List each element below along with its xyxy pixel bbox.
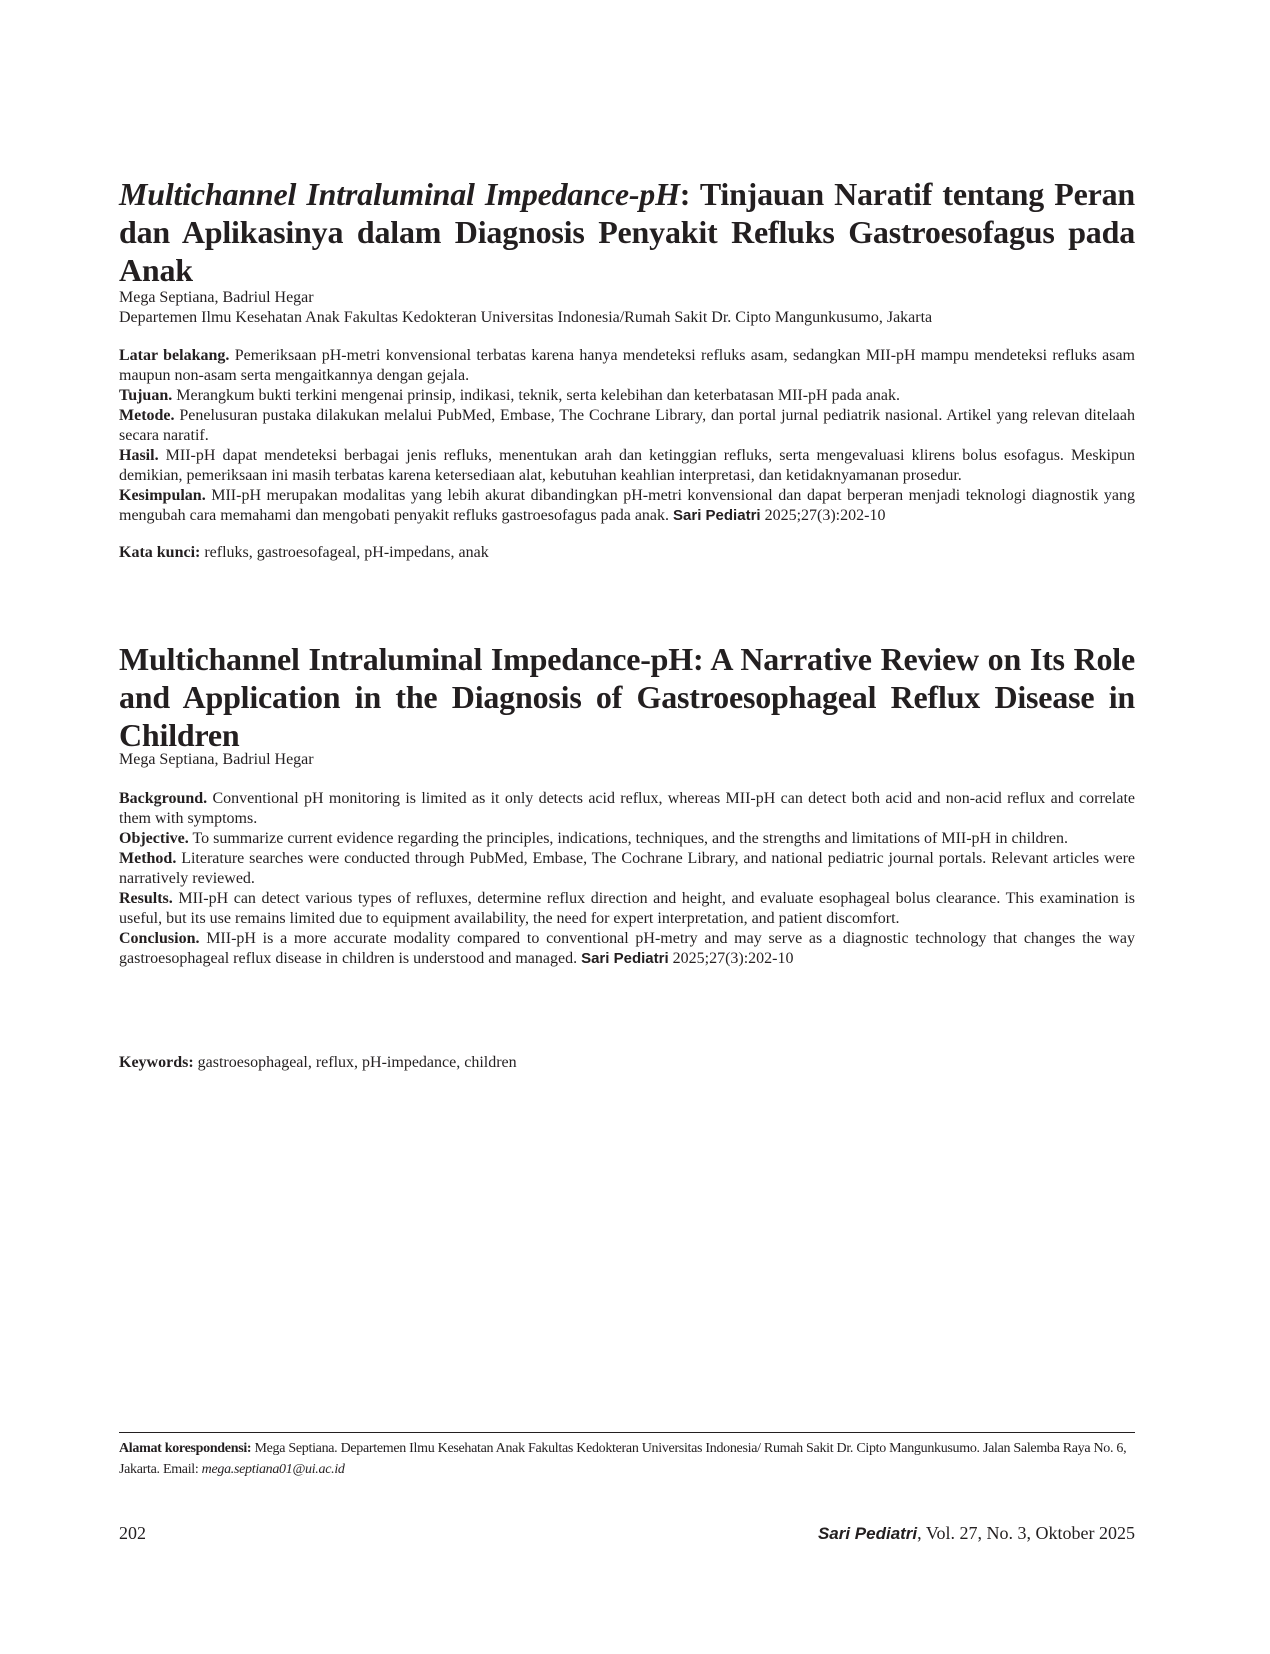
english-abstract <box>119 789 1135 969</box>
keywords-label: Keywords: <box>119 1054 194 1071</box>
abstract-section-results-id <box>119 446 1135 486</box>
citation: 2025;27(3):202-10 <box>668 950 794 967</box>
english-authors: Mega Septiana, Badriul Hegar <box>119 751 314 768</box>
abstract-section-method-id <box>119 406 1135 446</box>
section-text: MII-pH dapat mendeteksi berbagai jenis refluks, menentukan arah dan ketinggian refluks, serta mengevaluasi klirens bolus esofagus. Meskipun demikian, pemeriksaan ini masih terbatas karena ketersediaan alat, kebutuhan keahlian interpretasi, dan ketidaknyamanan prosedur. <box>119 447 1135 484</box>
section-text: MII-pH can detect various types of refluxes, determine reflux direction and height, and evaluate esophageal bolus clearance. This examination is useful, but its use remains limited due to equipment availability, the need for expert interpretation, and patient discomfort. <box>119 890 1135 927</box>
section-text: To summarize current evidence regarding the principles, indications, techniques, and the strengths and limitations of MII-pH in children. <box>188 830 1068 847</box>
keywords-text: gastroesophageal, reflux, pH-impedance, children <box>193 1054 517 1071</box>
correspondence-note <box>119 1438 1135 1480</box>
section-label: Kesimpulan. <box>119 487 206 504</box>
english-keywords <box>119 1053 517 1073</box>
indonesian-authors: Mega Septiana, Badriul Hegar <box>119 289 314 306</box>
correspondence-email: mega.septiana01@ui.ac.id <box>201 1462 345 1477</box>
section-label: Conclusion. <box>119 930 200 947</box>
indonesian-keywords <box>119 543 489 563</box>
section-label: Tujuan. <box>119 387 173 404</box>
section-label: Method. <box>119 850 177 867</box>
section-text: Conventional pH monitoring is limited as it only detects acid reflux, whereas MII-pH can detect both acid and non-acid reflux and correlate them with symptoms. <box>119 790 1135 827</box>
english-title: Multichannel Intraluminal Impedance-pH: A Narrative Review on Its Role and Application in the Diagnosis of Gastroesophageal Reflux Disease in Children <box>119 641 1135 753</box>
section-text: Merangkum bukti terkini mengenai prinsip, indikasi, teknik, serta kelebihan dan keterbatasan MII-pH pada anak. <box>172 387 901 404</box>
section-label: Latar belakang. <box>119 347 230 364</box>
correspondence-label: Alamat korespondensi: <box>119 1441 252 1456</box>
section-text: Penelusuran pustaka dilakukan melalui PubMed, Embase, The Cochrane Library, dan portal jurnal pediatrik nasional. Artikel yang relevan ditelaah secara naratif. <box>119 407 1135 444</box>
page-number: 202 <box>119 1523 146 1543</box>
footer-issue: , Vol. 27, No. 3, Oktober 2025 <box>917 1523 1135 1543</box>
footer-citation <box>818 1522 1135 1545</box>
abstract-section-objective-id <box>119 386 1135 406</box>
footer-journal-name: Sari Pediatri <box>817 1524 918 1543</box>
section-label: Hasil. <box>119 447 159 464</box>
abstract-section-conclusion-en <box>119 929 1135 969</box>
journal-name: Sari Pediatri <box>581 950 669 967</box>
footnote-divider <box>119 1432 1135 1433</box>
keywords-label: Kata kunci: <box>119 544 201 561</box>
indonesian-abstract <box>119 346 1135 526</box>
section-label: Results. <box>119 890 173 907</box>
section-text: MII-pH merupakan modalitas yang lebih akurat dibandingkan pH-metri konvensional dan dapat berperan menjadi teknologi diagnostik yang mengubah cara memahami dan mengobati penyakit refluks gastroesofagus pada anak. <box>119 487 1135 524</box>
section-label: Metode. <box>119 407 175 424</box>
abstract-section-background-en <box>119 789 1135 829</box>
section-text: Pemeriksaan pH-metri konvensional terbatas karena hanya mendeteksi refluks asam, sedangkan MII-pH mampu mendeteksi refluks asam maupun non-asam serta mengaitkannya dengan gejala. <box>119 347 1135 384</box>
section-text: MII-pH is a more accurate modality compared to conventional pH-metry and may serve as a diagnostic technology that changes the way gastroesophageal reflux disease in children is understood and managed. <box>119 930 1135 967</box>
section-label: Objective. <box>119 830 189 847</box>
section-text: Literature searches were conducted through PubMed, Embase, The Cochrane Library, and national pediatric journal portals. Relevant articles were narratively reviewed. <box>119 850 1135 887</box>
keywords-text: refluks, gastroesofageal, pH-impedans, anak <box>200 544 489 561</box>
journal-name: Sari Pediatri <box>673 507 761 524</box>
abstract-section-method-en <box>119 849 1135 889</box>
abstract-section-background-id <box>119 346 1135 386</box>
section-label: Background. <box>119 790 208 807</box>
indonesian-title-italic: Multichannel Intraluminal Impedance-pH <box>119 176 680 212</box>
citation: 2025;27(3):202-10 <box>760 507 886 524</box>
correspondence-text: Mega Septiana. Departemen Ilmu Kesehatan Anak Fakultas Kedokteran Universitas Indonesia/ Rumah Sakit Dr. Cipto Mangunkusumo. Jalan Salemba Raya No. 6, Jakarta. Email: <box>119 1441 1127 1477</box>
indonesian-title-rest: : Tinjauan Naratif tentang Peran dan Aplikasinya dalam Diagnosis Penyakit Refluks Gastroesofagus pada Anak <box>119 176 1135 288</box>
abstract-section-conclusion-id <box>119 486 1135 526</box>
abstract-section-results-en <box>119 889 1135 929</box>
abstract-section-objective-en <box>119 829 1135 849</box>
indonesian-title <box>119 175 1135 289</box>
indonesian-affiliation: Departemen Ilmu Kesehatan Anak Fakultas Kedokteran Universitas Indonesia/Rumah Sakit Dr. Cipto Mangunkusumo, Jakarta <box>119 309 933 326</box>
